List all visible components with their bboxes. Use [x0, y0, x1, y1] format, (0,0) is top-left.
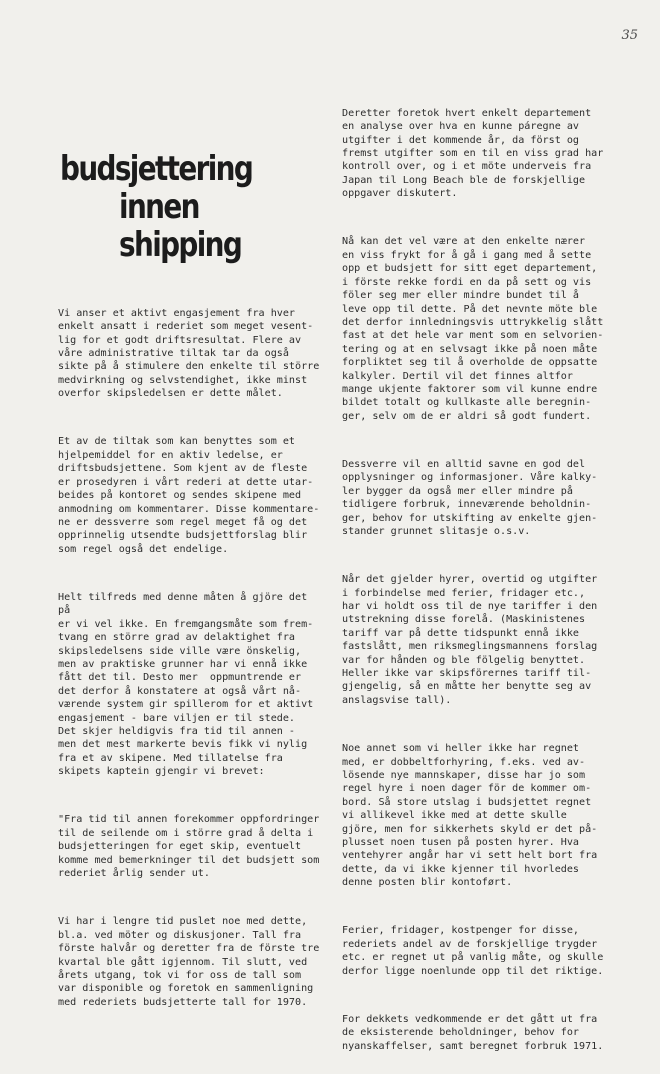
quoted-letter-paragraph: "Fra tid til annen forekommer oppfordringer til de seilende om i större grad å delta i budsjetteringen for eget skip, eventuelt komme med bemerkninger til det budsjett som rederiet årlig sender ut. [58, 814, 320, 880]
paragraph: Et av de tiltak som kan benyttes som et hjelpemiddel for en aktiv ledelse, er driftsbudsjettene. Som kjent av de fleste er prosedyren i vårt rederi at dette utar- beides på kontoret og sendes skipene med anmodning om kommentarer. Disse kommentare- ne er dessverre som regel meget få og det opprinnelig utsendte budsjettforslag blir som regel også det endelige. [58, 436, 320, 555]
paragraph: Dessverre vil en alltid savne en god del opplysninger og informasjoner. Våre kalky- ler bygger da også mer eller mindre på tidligere forbruk, inneværende beholdnin- ger, behov for utskifting av enkelte gjen- stander grunnet slitasje o.s.v. [342, 458, 598, 537]
paragraph: Deretter foretok hvert enkelt departement en analyse over hva en kunne páregne av utgifter i det kommende år, da först og fremst utgifter som en til en viss grad har kontroll over, og i et möte underveis fra Japan til Long Beach ble de forskjellige oppgaver diskutert. [342, 107, 604, 200]
article-title-line-2: innen shipping [119, 187, 242, 265]
paragraph: Helt tilfreds med denne måten å gjöre det på er vi vel ikke. En fremgangsmåte som frem- tvang en större grad av delaktighet fra skipsledelsens side ville være önskelig, men av praktiske grunner har vi ennå ikke fått det til. Desto mer oppmuntrende er det derfor å konstatere at også vårt nå- værende system gir spillerom for et aktivt engasjement - bare viljen er til stede. Det skjer heldigvis fra tid til annen - men det mest markerte bevis fikk vi nylig fra et av skipene. Med tillatelse fra skipets kaptein gjengir vi brevet: [58, 591, 314, 778]
article-title-line-1: budsjettering [60, 149, 253, 189]
paragraph: Nå kan det vel være at den enkelte nærer en viss frykt for å gå i gang med å sette opp et budsjett for sitt eget departement, i förste rekke fordi en da på sett og vis föler seg mer eller mindre bundet til å leve opp til dette. På det nevnte möte ble det derfor innledningsvis uttrykkelig slått fast at det hele var ment som en selvorien- tering og at en selvsagt ikke på noen måte forpliktet seg til å overholde de oppsatte kalkyler. Dertil vil det finnes altfor mange ukjente faktorer som vil kunne endre bildet totalt og kullkaste alle beregnin- ger, selv om de er aldri så godt fundert. [342, 236, 604, 422]
right-text-column [342, 80, 614, 1074]
article-title [60, 150, 273, 264]
paragraph: For dekkets vedkommende er det gått ut fra de eksisterende beholdninger, behov for nyanskaffelser, samt beregnet forbruk 1971. [342, 1013, 604, 1052]
paragraph: Vi anser et aktivt engasjement fra hver enkelt ansatt i rederiet som meget vesent- lig for et godt driftsresultat. Flere av våre administrative tiltak tar da også sikte på å stimulere den enkelte til större medvirkning og selvstendighet, ikke minst overfor skipsledelsen er dette målet. [58, 307, 320, 400]
left-text-column [58, 280, 320, 1031]
paragraph: Når det gjelder hyrer, overtid og utgifter i forbindelse med ferier, fridager etc., har vi holdt oss til de nye tariffer i den utstrekning disse forelå. (Maskinistenes tariff var på dette tidspunkt ennå ikke fastslått, men riksmeglingsmannens forslag var for hånden og ble fölgelig benyttet. Heller ikke var skipsförernes tariff til- gjengelig, så en måtte her benytte seg av anslagsvise tall). [342, 574, 598, 706]
paragraph: Ferier, fridager, kostpenger for disse, rederiets andel av de forskjellige trygder etc. er regnet ut på vanlig måte, og skulle derfor ligge noenlunde opp til det riktige. [342, 925, 604, 977]
page-number: 35 [621, 28, 638, 43]
quoted-letter-paragraph: Vi har i lengre tid puslet noe med dette, bl.a. ved möter og diskusjoner. Tall fra förste halvår og deretter fra de förste tre kvartal ble gått igjennom. Til slutt, ved årets utgang, tok vi for oss de tall som var disponible og foretok en sammenligning med rederiets budsjetterte tall for 1970. [58, 916, 320, 1008]
paragraph: Noe annet som vi heller ikke har regnet med, er dobbeltforhyring, f.eks. ved av- lösende nye mannskaper, disse har jo som regel hyre i noen dager för de kommer om- bord. Så store utslag i budsjettet regnet vi allikevel ikke med at dette skulle gjöre, men for sikkerhets skyld er det på- plusset noen tusen på posten hyrer. Hva ventehyrer angår har vi sett helt bort fra dette, da vi ikke kjenner til hvorledes denne posten blir kontoført. [342, 743, 598, 889]
